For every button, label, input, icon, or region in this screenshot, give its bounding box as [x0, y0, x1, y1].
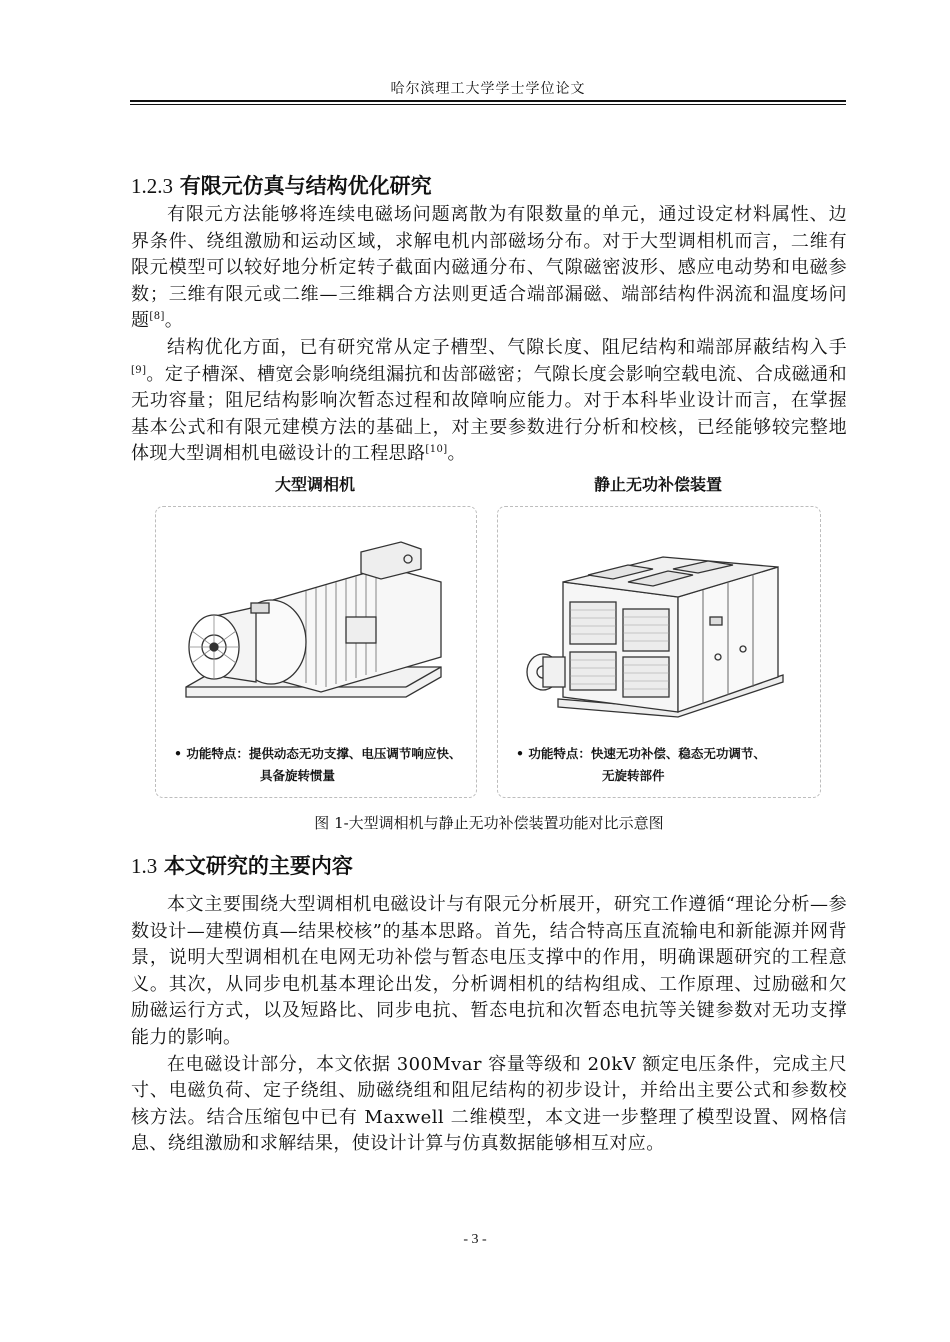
paragraph-fem — [131, 202, 847, 335]
running-header: 哈尔滨理工大学学士学位论文 — [390, 81, 586, 97]
section-heading-1-3 — [131, 848, 847, 884]
header-rule-thin — [130, 104, 846, 105]
feature-line: • 功能特点：提供动态无功支撑、电压调节响应快、 — [174, 745, 462, 761]
paragraph-text: 结构优化方面，已有研究常从定子槽型、气隙长度、阻尼结构和端部屏蔽结构入手 — [167, 336, 847, 358]
feature-line: • 功能特点：快速无功补偿、稳态无功调节、 — [516, 745, 766, 761]
page-number: - 3 - — [463, 1232, 487, 1247]
citation: [9] — [131, 364, 147, 376]
citation: [10] — [425, 444, 448, 456]
section-number: 1.3 — [131, 853, 158, 878]
left-panel-title: 大型调相机 — [274, 474, 355, 494]
paragraph-text: 。定子槽深、槽宽会影响绕组漏抗和齿部磁密；气隙长度会影响空载电流、合成磁通和无功容量；阻尼结构影响次暂态过程和故障响应能力。对于本科毕业设计而言，在掌握基本公式和有限元建模方法的基础上，对主要参数进行分析和校核，已经能够较完整地体现大型调相机电磁设计的工程思路 — [131, 363, 847, 465]
paragraph-end: 。 — [447, 443, 466, 465]
paragraph-optimization — [131, 335, 847, 468]
feature-line: 具备旋转惯量 — [260, 767, 336, 783]
figure-comparison — [131, 470, 847, 842]
page-content — [131, 170, 847, 1158]
header-rule-thick — [130, 100, 846, 102]
right-panel-title: 静止无功补偿装置 — [593, 474, 722, 494]
paragraph-em-design: 在电磁设计部分，本文依据 300Mvar 容量等级和 20kV 额定电压条件，完成主尺寸、电磁负荷、定子绕组、励磁绕组和阻尼结构的初步设计，并给出主要公式和参数校核方法。结合压缩包中已有 Maxwell 二维模型，本文进一步整理了模型设置、网格信息、绕组激励和求解结果，使设计计算与仿真数据能够相互对应。 — [131, 1053, 847, 1155]
paragraph-end: 。 — [164, 310, 184, 332]
section-title: 有限元仿真与结构优化研究 — [179, 174, 432, 198]
citation: [8] — [149, 311, 165, 323]
left-panel — [155, 506, 477, 798]
feature-line: 无旋转部件 — [602, 767, 665, 783]
paragraph-main-content: 本文主要围绕大型调相机电磁设计与有限元分析展开，研究工作遵循“理论分析—参数设计—建模仿真—结果校核”的基本思路。首先，结合特高压直流输电和新能源并网背景，说明大型调相机在电网无功补偿与暂态电压支撑中的作用，明确课题研究的工程意义。其次，从同步电机基本理论出发，分析调相机的结构组成、工作原理、过励磁和欠励磁运行方式，以及短路比、同步电抗、暂态电抗和次暂态电抗等关键参数对无功支撑能力的影响。 — [131, 893, 847, 1048]
section-number: 1.2.3 — [131, 174, 173, 198]
section-heading-1-2-3 — [131, 170, 847, 202]
condenser-illustration — [156, 507, 476, 737]
right-panel — [497, 506, 821, 798]
left-panel-feature — [174, 743, 474, 787]
svc-illustration — [498, 507, 820, 737]
figure-caption: 图 1-大型调相机与静止无功补偿装置功能对比示意图 — [314, 813, 664, 832]
paragraph-text: 有限元方法能够将连续电磁场问题离散为有限数量的单元，通过设定材料属性、边界条件、绕组激励和运动区域，求解电机内部磁场分布。对于大型调相机而言，二维有限元模型可以较好地分析定转子截面内磁通分布、气隙磁密波形、感应电动势和电磁参数；三维有限元或二维—三维耦合方法则更适合端部漏磁、端部结构件涡流和温度场问题 — [131, 204, 847, 332]
right-panel-feature — [516, 743, 816, 787]
section-title: 本文研究的主要内容 — [163, 853, 353, 878]
